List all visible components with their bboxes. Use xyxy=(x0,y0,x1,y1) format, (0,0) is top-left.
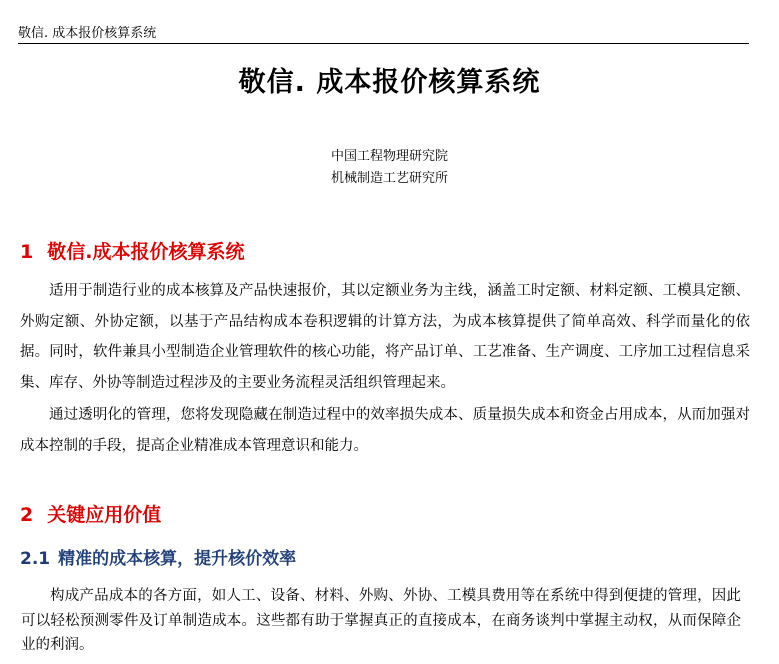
section-1-paragraph-1: 适用于制造行业的成本核算及产品快速报价，其以定额业务为主线，涵盖工时定额、材料定额、工模具定额、外购定额、外协定额，以基于产品结构成本卷积逻辑的计算方法，为成本核算提供了简单高效、科学而量化的依据。同时，软件兼具小型制造企业管理软件的核心功能，将产品订单、工艺准备、生产调度、工序加工过程信息采集、库存、外协等制造过程涉及的主要业务流程灵活组织管理起来。 xyxy=(20,283,750,391)
organization-line-1: 中国工程物理研究院 xyxy=(330,149,448,164)
section-2-number: 2 xyxy=(20,504,34,526)
header-divider xyxy=(18,43,749,44)
document-title: 敬信. 成本报价核算系统 xyxy=(238,67,541,98)
subsection-2-1-heading xyxy=(20,544,296,569)
section-1-title: 敬信.成本报价核算系统 xyxy=(47,241,245,263)
subsection-2-1-paragraph-1: 构成产品成本的各方面，如人工、设备、材料、外购、外协、工模具费用等在系统中得到便捷的管理，因此可以轻松预测零件及订单制造成本。这些都有助于掌握真正的直接成本，在商务谈判中掌握主动权，从而保障企业的利润。 xyxy=(21,588,741,653)
running-header: 敬信. 成本报价核算系统 xyxy=(18,26,157,41)
subsection-2-1-title: 精准的成本核算，提升核价效率 xyxy=(58,549,297,569)
section-1-heading xyxy=(20,237,244,264)
organization-line-2: 机械制造工艺研究所 xyxy=(330,171,448,186)
section-2-heading xyxy=(20,500,161,527)
subsection-2-1-number: 2.1 xyxy=(20,549,51,569)
section-1-number: 1 xyxy=(20,241,34,263)
section-2-title: 关键应用价值 xyxy=(47,504,162,526)
section-1-paragraph-2: 通过透明化的管理，您将发现隐藏在制造过程中的效率损失成本、质量损失成本和资金占用成本，从而加强对成本控制的手段，提高企业精准成本管理意识和能力。 xyxy=(20,407,750,454)
